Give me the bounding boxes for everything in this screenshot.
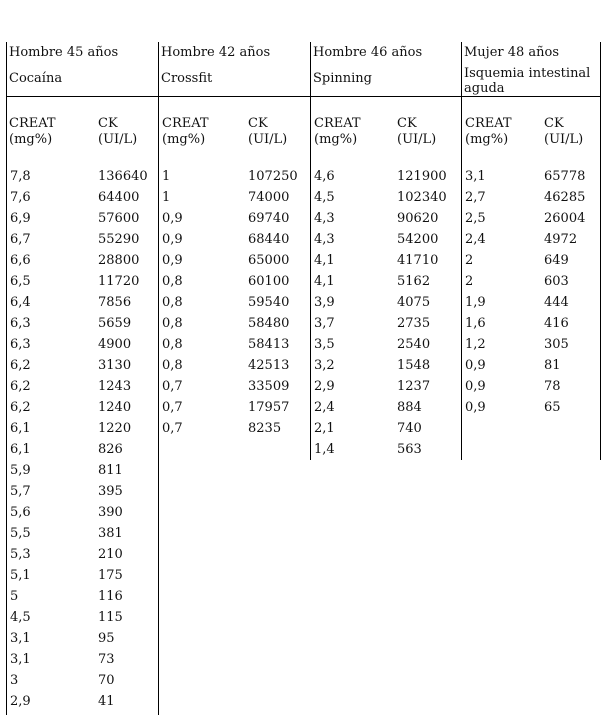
creat-value: 0,9 [465,358,486,373]
ck-value: 65 [544,400,561,415]
ck-value: 60100 [248,274,290,289]
creat-value: 3,1 [465,169,486,184]
creat-value: 3,5 [314,337,335,352]
creat-value: 6,4 [10,295,31,310]
ck-value: 121900 [397,169,447,184]
ck-header: CK (UI/L) [248,116,288,147]
ck-value: 210 [98,547,123,562]
ck-value: 603 [544,274,569,289]
ck-value: 740 [397,421,422,436]
ck-value: 81 [544,358,561,373]
creat-value: 1,2 [465,337,486,352]
column-subtitle: Isquemia intestinal aguda [464,66,591,96]
ck-value: 54200 [397,232,439,247]
creat-value: 5,3 [10,547,31,562]
creat-value: 3,9 [314,295,335,310]
ck-value: 4972 [544,232,578,247]
ck-value: 884 [397,400,422,415]
column-left-border [310,42,311,460]
ck-value: 381 [98,526,123,541]
creat-value: 6,1 [10,442,31,457]
creat-value: 1 [162,190,171,205]
ck-value: 4900 [98,337,132,352]
creat-value: 2,5 [465,211,486,226]
creat-value: 3,1 [10,631,31,646]
ck-value: 55290 [98,232,140,247]
ck-value: 65000 [248,253,290,268]
ck-value: 107250 [248,169,298,184]
creat-value: 6,7 [10,232,31,247]
ck-value: 58413 [248,337,290,352]
ck-value: 41 [98,694,115,709]
creat-value: 6,5 [10,274,31,289]
ck-value: 390 [98,505,123,520]
creat-value: 2,1 [314,421,335,436]
ck-value: 3130 [98,358,132,373]
creat-value: 4,5 [314,190,335,205]
ck-value: 70 [98,673,115,688]
creat-value: 0,8 [162,295,183,310]
creat-value: 4,3 [314,211,335,226]
ck-value: 69740 [248,211,290,226]
column-title: Hombre 46 años [313,45,423,60]
ck-value: 46285 [544,190,586,205]
ck-value: 65778 [544,169,586,184]
ck-value: 95 [98,631,115,646]
ck-value: 28800 [98,253,140,268]
ck-value: 33509 [248,379,290,394]
ck-value: 17957 [248,400,290,415]
ck-value: 2735 [397,316,431,331]
ck-value: 1220 [98,421,132,436]
creat-value: 0,8 [162,337,183,352]
ck-value: 68440 [248,232,290,247]
ck-value: 115 [98,610,123,625]
creat-value: 0,8 [162,274,183,289]
column-subtitle: Spinning [313,71,372,86]
creat-value: 4,1 [314,253,335,268]
ck-value: 58480 [248,316,290,331]
ck-value: 2540 [397,337,431,352]
creat-value: 0,9 [465,400,486,415]
creat-value: 6,2 [10,400,31,415]
creat-header: CREAT (mg%) [465,116,512,147]
ck-value: 5659 [98,316,132,331]
creat-value: 3,2 [314,358,335,373]
column-left-border [6,42,7,715]
ck-value: 41710 [397,253,439,268]
creat-value: 5,5 [10,526,31,541]
creat-value: 7,8 [10,169,31,184]
column-title: Mujer 48 años [464,45,560,60]
creat-value: 0,9 [162,211,183,226]
ck-value: 136640 [98,169,148,184]
ck-value: 57600 [98,211,140,226]
creat-value: 3,7 [314,316,335,331]
ck-value: 11720 [98,274,140,289]
ck-value: 78 [544,379,561,394]
ck-value: 90620 [397,211,439,226]
column-left-border [461,42,462,460]
creat-value: 2,9 [10,694,31,709]
ck-value: 116 [98,589,123,604]
ck-value: 8235 [248,421,282,436]
creat-value: 6,2 [10,379,31,394]
creat-header: CREAT (mg%) [162,116,209,147]
ck-value: 305 [544,337,569,352]
ck-value: 7856 [98,295,132,310]
creat-value: 0,7 [162,400,183,415]
ck-value: 26004 [544,211,586,226]
right-border [600,42,601,460]
ck-value: 826 [98,442,123,457]
creat-value: 5 [10,589,19,604]
ck-value: 175 [98,568,123,583]
ck-value: 64400 [98,190,140,205]
column-title: Hombre 42 años [161,45,271,60]
creat-value: 0,8 [162,316,183,331]
header-divider [6,96,600,97]
column-subtitle: Crossfit [161,71,213,86]
creat-value: 3,1 [10,652,31,667]
creat-value: 2,4 [465,232,486,247]
creat-value: 0,9 [162,232,183,247]
creat-value: 1,4 [314,442,335,457]
ck-value: 563 [397,442,422,457]
creat-value: 1,6 [465,316,486,331]
ck-header: CK (UI/L) [397,116,437,147]
ck-value: 1548 [397,358,431,373]
creat-value: 3 [10,673,19,688]
ck-value: 395 [98,484,123,499]
ck-value: 59540 [248,295,290,310]
ck-value: 1240 [98,400,132,415]
creat-value: 6,9 [10,211,31,226]
creat-value: 2,9 [314,379,335,394]
creat-value: 1,9 [465,295,486,310]
creat-value: 4,1 [314,274,335,289]
ck-value: 5162 [397,274,431,289]
ck-value: 1237 [397,379,431,394]
ck-value: 811 [98,463,123,478]
ck-value: 1243 [98,379,132,394]
creat-value: 0,7 [162,379,183,394]
ck-value: 416 [544,316,569,331]
creat-value: 5,6 [10,505,31,520]
creat-value: 5,9 [10,463,31,478]
creat-value: 0,9 [162,253,183,268]
creat-value: 4,5 [10,610,31,625]
creat-value: 1 [162,169,171,184]
creat-value: 0,9 [465,379,486,394]
creat-value: 2,4 [314,400,335,415]
creat-value: 5,1 [10,568,31,583]
creat-value: 7,6 [10,190,31,205]
creat-value: 2,7 [465,190,486,205]
column-left-border [158,42,159,715]
column-title: Hombre 45 años [9,45,119,60]
creat-value: 4,3 [314,232,335,247]
column-subtitle: Cocaína [9,71,63,86]
creat-value: 0,8 [162,358,183,373]
ck-value: 73 [98,652,115,667]
creat-value: 6,3 [10,337,31,352]
creat-value: 0,7 [162,421,183,436]
ck-header: CK (UI/L) [98,116,138,147]
ck-header: CK (UI/L) [544,116,584,147]
ck-value: 74000 [248,190,290,205]
creat-value: 4,6 [314,169,335,184]
ck-value: 102340 [397,190,447,205]
creat-value: 5,7 [10,484,31,499]
creat-value: 6,3 [10,316,31,331]
ck-value: 444 [544,295,569,310]
creat-value: 2 [465,253,474,268]
creat-header: CREAT (mg%) [314,116,361,147]
ck-value: 649 [544,253,569,268]
creat-value: 6,2 [10,358,31,373]
creat-value: 6,6 [10,253,31,268]
creat-value: 2 [465,274,474,289]
ck-value: 42513 [248,358,290,373]
creat-header: CREAT (mg%) [9,116,56,147]
creat-value: 6,1 [10,421,31,436]
ck-value: 4075 [397,295,431,310]
